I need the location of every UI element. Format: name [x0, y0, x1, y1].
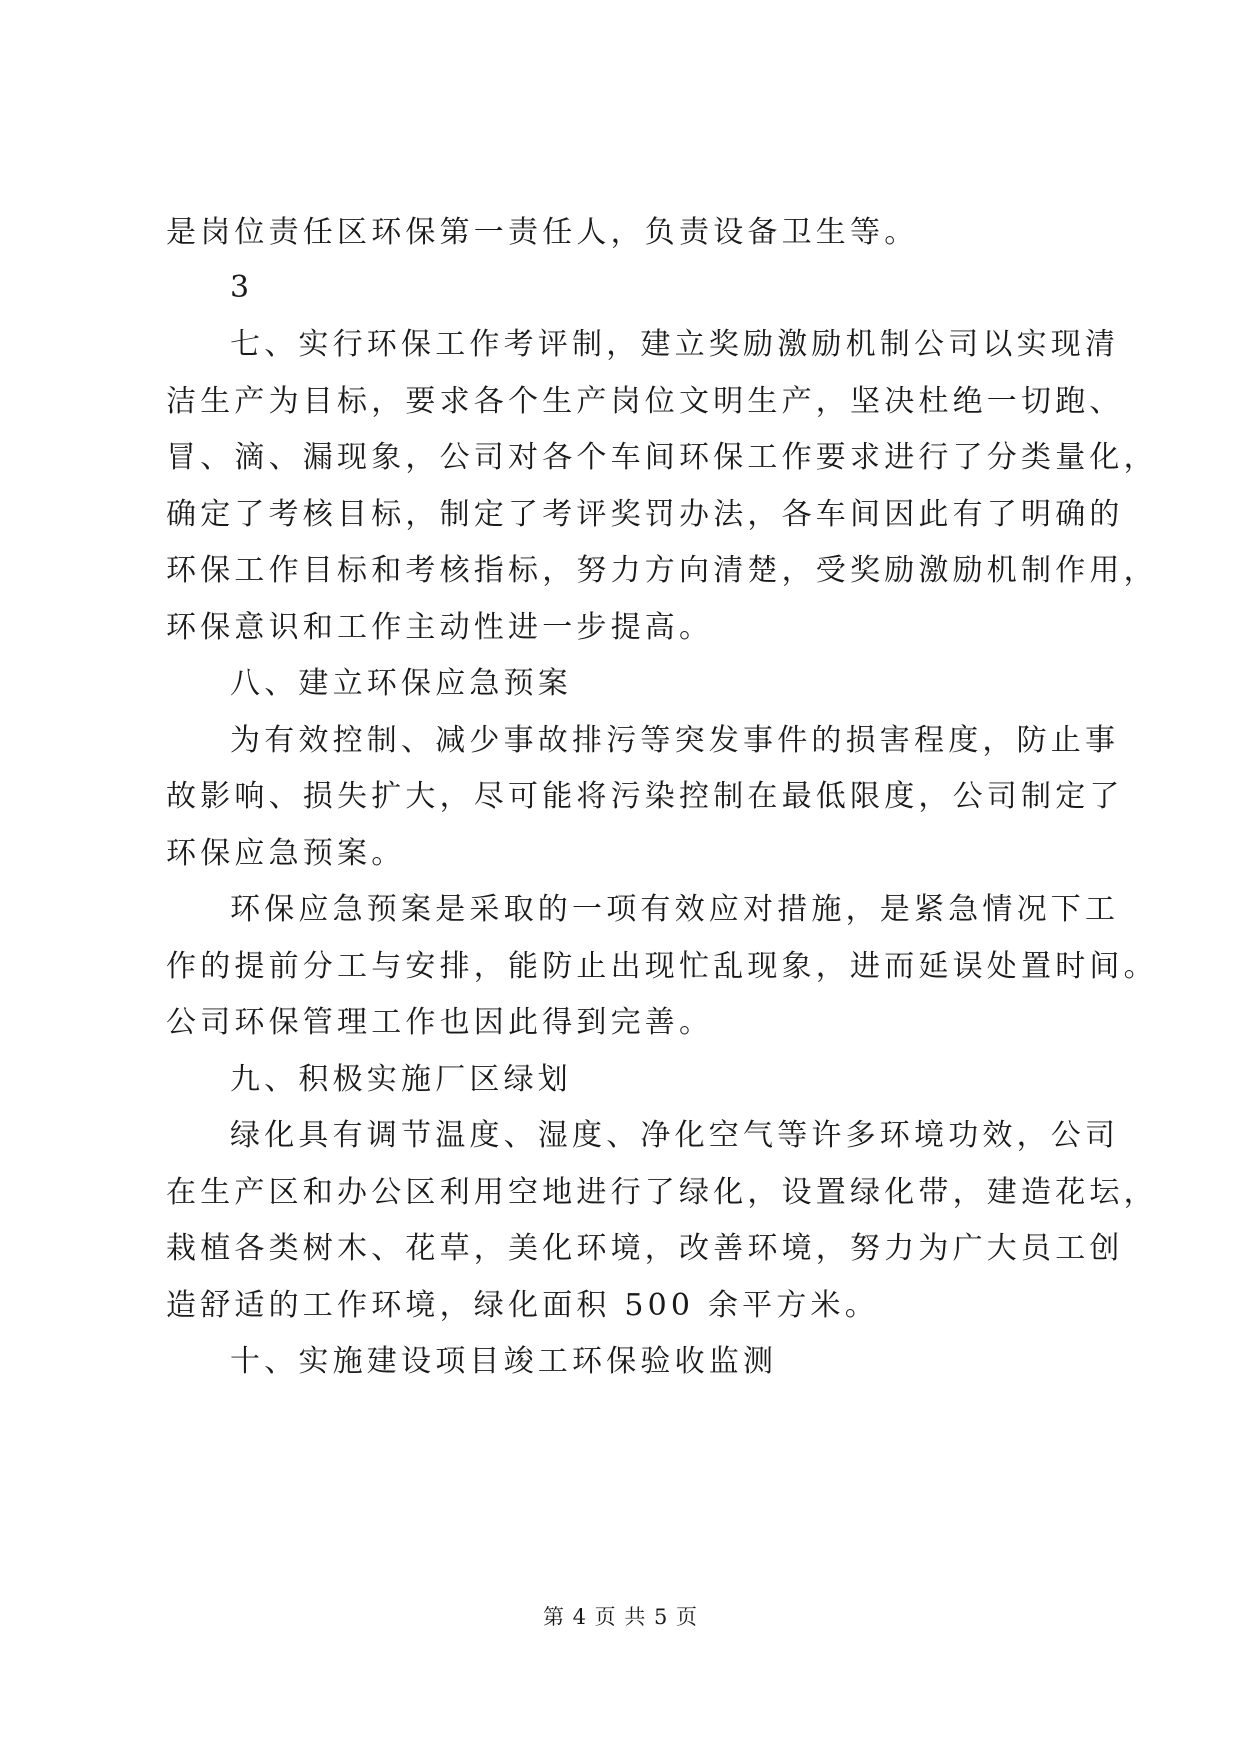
section-heading-9: 九、积极实施厂区绿划 — [230, 1062, 572, 1097]
text-line: 是岗位责任区环保第一责任人，负责设备卫生等。 — [166, 215, 919, 250]
text-line: 确定了考核目标，制定了考评奖罚办法，各车间因此有了明确的 — [166, 497, 1124, 532]
text-line: 栽植各类树木、花草，美化环境，改善环境，努力为广大员工创 — [166, 1231, 1124, 1266]
text-line: 造舒适的工作环境，绿化面积 500 余平方米。 — [166, 1288, 879, 1323]
text-line: 故影响、损失扩大，尽可能将污染控制在最低限度，公司制定了 — [166, 779, 1124, 814]
page-indicator: 第 4 页 共 5 页 — [542, 1605, 699, 1629]
text-line: 为有效控制、减少事故排污等突发事件的损害程度，防止事 — [230, 723, 1120, 758]
text-line: 公司环保管理工作也因此得到完善。 — [166, 1005, 714, 1040]
text-line: 环保应急预案是采取的一项有效应对措施，是紧急情况下工 — [230, 892, 1120, 927]
text-line: 环保意识和工作主动性进一步提高。 — [166, 610, 714, 645]
section-heading-10: 十、实施建设项目竣工环保验收监测 — [230, 1344, 778, 1379]
text-line: 冒、滴、漏现象，公司对各个车间环保工作要求进行了分类量化， — [166, 440, 1158, 475]
page-number-marker: 3 — [230, 270, 254, 305]
section-heading-8: 八、建立环保应急预案 — [230, 666, 572, 701]
text-line: 在生产区和办公区利用空地进行了绿化，设置绿化带，建造花坛， — [166, 1175, 1158, 1210]
section-heading-7: 七、实行环保工作考评制，建立奖励激励机制公司以实现清 — [230, 327, 1120, 362]
text-line: 环保应急预案。 — [166, 836, 406, 871]
text-line: 环保工作目标和考核指标，努力方向清楚，受奖励激励机制作用， — [166, 553, 1158, 588]
text-line: 洁生产为目标，要求各个生产岗位文明生产，坚决杜绝一切跑、 — [166, 384, 1124, 419]
text-line: 绿化具有调节温度、湿度、净化空气等许多环境功效，公司 — [230, 1118, 1120, 1153]
text-line: 作的提前分工与安排，能防止出现忙乱现象，进而延误处置时间。 — [166, 949, 1158, 984]
